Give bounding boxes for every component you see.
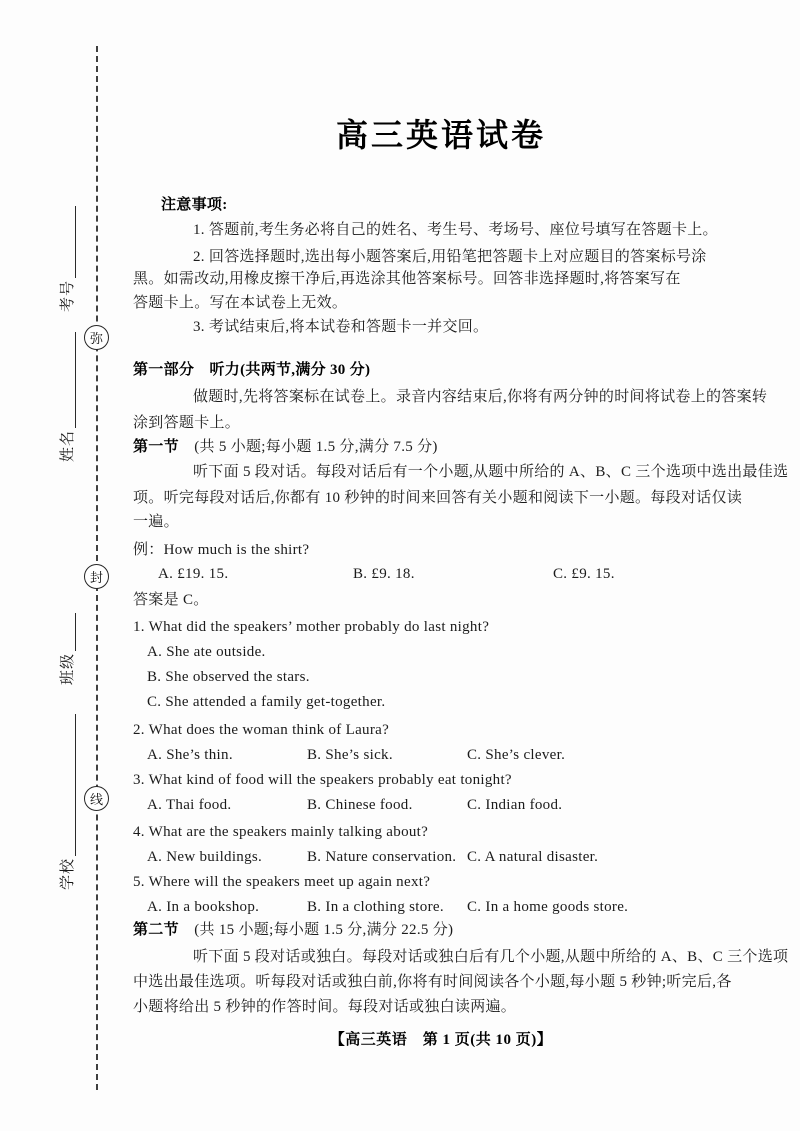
student-name-label: 姓名 — [60, 429, 76, 462]
question-option: A. She ate outside. — [147, 644, 266, 660]
school-field — [58, 697, 78, 890]
section2-header — [133, 920, 453, 940]
example-option-c: C. £9. 15. — [553, 566, 615, 582]
question-option: B. Chinese food. — [307, 797, 413, 813]
question-option: A. New buildings. — [147, 849, 263, 865]
part1-intro-line: 涂到答题卡上。 — [133, 415, 241, 431]
class-blank-line — [61, 613, 76, 651]
question-option: C. A natural disaster. — [467, 849, 599, 865]
page-footer: 【高三英语 第 1 页(共 10 页)】 — [329, 1032, 553, 1048]
page-title: 高三英语试卷 — [335, 117, 546, 153]
question-option: C. Indian food. — [467, 797, 563, 813]
notice-header: 注意事项: — [161, 197, 228, 213]
part1-header: 第一部分 听力(共两节,满分 30 分) — [133, 362, 371, 378]
section1-intro-line: 一遍。 — [133, 514, 179, 530]
exam-number-label: 考号 — [60, 279, 76, 312]
notice-line: 2. 回答选择题时,选出每小题答案后,用铅笔把答题卡上对应题目的答案标号涂 — [193, 249, 707, 265]
section2-intro-line: 小题将给出 5 秒钟的作答时间。每段对话或独白读两遍。 — [133, 999, 517, 1015]
section2-intro-line: 中选出最佳选项。听每段对话或独白前,你将有时间阅读各个小题,每小题 5 秒钟;听完后,各 — [133, 974, 732, 990]
notice-line: 1. 答题前,考生务必将自己的姓名、考生号、考场号、座位号填写在答题卡上。 — [193, 222, 718, 238]
seal-stamp-xian: 线 — [84, 786, 109, 811]
school-blank-line — [61, 714, 76, 856]
question-option: C. In a home goods store. — [467, 899, 629, 915]
notice-line: 黑。如需改动,用橡皮擦干净后,再选涂其他答案标号。回答非选择题时,将答案写在 — [133, 271, 681, 287]
question-stem: 1. What did the speakers’ mother probably do last night? — [133, 619, 490, 635]
section1-intro-line: 项。听完每段对话后,你都有 10 秒钟的时间来回答有关小题和阅读下一小题。每段对话仅读 — [133, 490, 743, 506]
section1-intro-line: 听下面 5 段对话。每段对话后有一个小题,从题中所给的 A、B、C 三个选项中选出最佳选 — [193, 464, 789, 480]
question-option: B. She’s sick. — [307, 747, 393, 763]
question-option: C. She attended a family get-together. — [147, 694, 386, 710]
question-option: B. In a clothing store. — [307, 899, 444, 915]
seal-stamp-mi: 弥 — [84, 325, 109, 350]
section1-header-detail: (共 5 小题;每小题 1.5 分,满分 7.5 分) — [178, 439, 438, 455]
example-prompt: 例：How much is the shirt? — [133, 542, 310, 558]
example-option-b: B. £9. 18. — [353, 566, 415, 582]
section1-header-number: 第一节 — [133, 439, 179, 455]
question-option: B. Nature conservation. — [307, 849, 457, 865]
question-option: A. She’s thin. — [147, 747, 233, 763]
notice-line: 答题卡上。写在本试卷上无效。 — [133, 295, 348, 311]
class-field — [58, 600, 78, 685]
section2-intro-line: 听下面 5 段对话或独白。每段对话或独白后有几个小题,从题中所给的 A、B、C 三个选项 — [193, 949, 789, 965]
question-stem: 3. What kind of food will the speakers probably eat tonight? — [133, 772, 512, 788]
exam-number-blank-line — [61, 206, 76, 278]
example-answer: 答案是 C。 — [133, 592, 209, 608]
question-option: A. In a bookshop. — [147, 899, 260, 915]
section1-header — [133, 437, 438, 457]
notice-line: 3. 考试结束后,将本试卷和答题卡一并交回。 — [193, 319, 489, 335]
section2-header-detail: (共 15 小题;每小题 1.5 分,满分 22.5 分) — [178, 922, 454, 938]
seal-stamp-feng: 封 — [84, 564, 109, 589]
student-name-blank-line — [61, 332, 76, 428]
question-stem: 4. What are the speakers mainly talking about? — [133, 824, 429, 840]
class-label: 班级 — [60, 652, 76, 685]
question-option: B. She observed the stars. — [147, 669, 310, 685]
part1-intro-line: 做题时,先将答案标在试卷上。录音内容结束后,你将有两分钟的时间将试卷上的答案转 — [193, 389, 768, 405]
exam-number-field — [58, 180, 78, 312]
question-stem: 5. Where will the speakers meet up again next? — [133, 874, 431, 890]
student-name-field — [58, 318, 78, 462]
school-label: 学校 — [60, 857, 76, 890]
question-option: C. She’s clever. — [467, 747, 566, 763]
example-option-a: A. £19. 15. — [158, 566, 229, 582]
question-option: A. Thai food. — [147, 797, 232, 813]
question-stem: 2. What does the woman think of Laura? — [133, 722, 390, 738]
section2-header-number: 第二节 — [133, 922, 179, 938]
